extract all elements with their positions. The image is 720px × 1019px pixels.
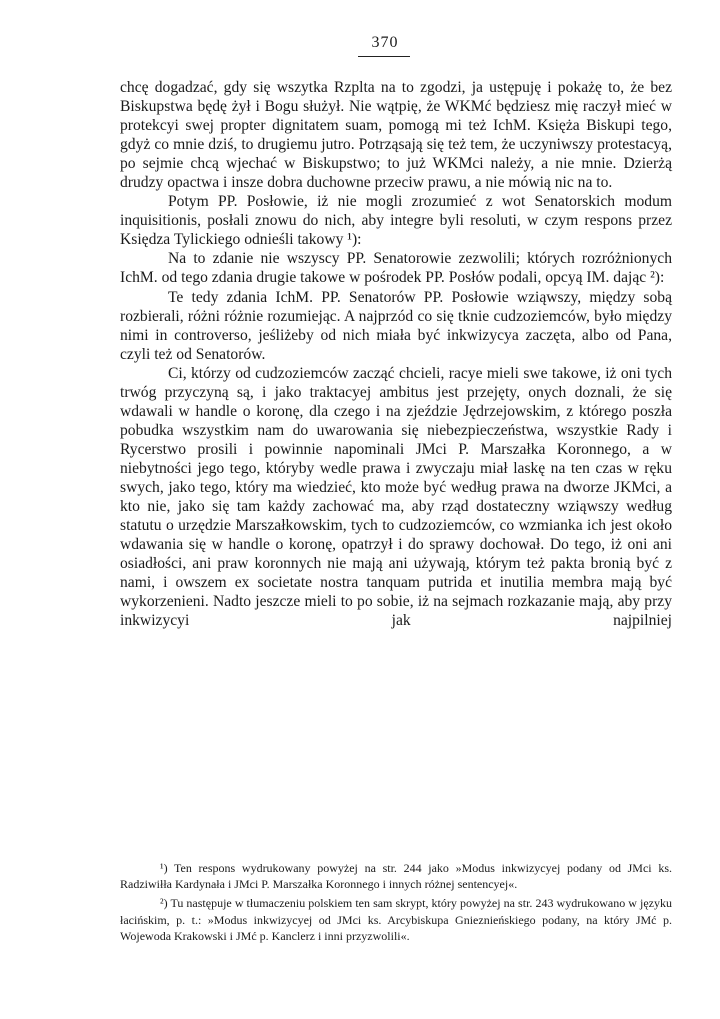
footnote-1: ¹) Ten respons wydrukowany powyżej na str. 244 jako »Modus inkwizycyej podany od JMci ks. Radziwiłła Kardynała i JMci P. Marszałka Koronnego i innych różnej sentencyej«. — [120, 861, 672, 892]
paragraph-1: chcę dogadzać, gdy się wszytka Rzplta na to zgodzi, ja ustępuję i pokażę to, że bez Biskupstwa będę żył i Bogu służył. Nie wątpię, że WKMć będziesz mię raczył mieć w protekcyi swej propter dignitatem suam, pomogą mi też IchM. Księża Biskupi tego, gdyż co mnie dziś, to drugiemu jutro. Potrząsają się też tem, że uczyniwszy protestacyą, po sejmie chcą wjechać w Biskupstwo; to już WKMci należy, a nie mnie. Dzierżą drudzy opactwa i insze dobra duchowne przeciw prawu, a nie mówią nic na to. — [120, 79, 672, 192]
page-number: 370 — [371, 34, 399, 51]
paragraph-5: Ci, którzy od cudzoziemców zacząć chcieli, racye mieli swe takowe, iż oni tych trwóg przyczyną są, i jako traktacyej ambitus jest przejęty, onych doznali, że się wdawali w handle o koronę, dla czego i na zjeździe Jędrzejowskim, z którego poszła pobudka wszystkim nam do uwarowania się niebezpieczeństwa, wszystkie Rady i Rycerstwo prosili i powinnie napominali JMci P. Marszałka Koronnego, a w niebytności jego tego, któryby wedle prawa i zwyczaju miał laskę na ten czas w ręku swych, jako tego, który ma wiedzieć, kto może być według prawa na dworze JKMci, a kto nie, jako się tam każdy zachować ma, aby rząd dostateczny wziąwszy według statutu o urzędzie Marszałkowskim, tych to cudzoziemców, co wzmianka ich jest około wdawania się w handle o koronę, opatrzył i do sprawy dochował. Do tego, iż oni ani osiadłości, ani praw koronnych nie mają ani używają, którym też pakta bronią być z nami, i owszem ex societate nostra tanquam putrida et inutilia membra mają być wykorzenieni. Nadto jeszcze mieli to po sobie, iż na sejmach rozkazanie mają, aby przy inkwizycyi jak najpilniej — [120, 364, 672, 630]
footnote-2: ²) Tu następuje w tłumaczeniu polskiem ten sam skrypt, który powyżej na str. 243 wydrukowano w języku łacińskim, p. t.: »Modus inkwizycyej od JMci ks. Arcybiskupa Gnieznieńskiego podany, na który JMć p. Wojewoda Krakowski i JMć p. Kanclerz i inni przyzwolili«. — [120, 896, 672, 943]
paragraph-2: Potym PP. Posłowie, iż nie mogli zrozumieć z wot Senatorskich modum inquisitionis, posłali znowu do nich, aby integre byli resoluti, w czym respons przez Księdza Tylickiego odnieśli takowy ¹): — [120, 193, 672, 249]
paragraph-4: Te tedy zdania IchM. PP. Senatorów PP. Posłowie wziąwszy, między sobą rozbierali, różni różnie rozumiejąc. A najprzód co się tknie cudzoziemców, było między nimi in controverso, jeśliżeby od nich miała być inkwizycya zaczęta, albo od Pana, czyli też od Senatorów. — [120, 288, 672, 363]
main-text — [120, 78, 672, 630]
paragraph-3: Na to zdanie nie wszyscy PP. Senatorowie zezwolili; których rozróżnionych IchM. od tego zdania drugie takowe w pośrodek PP. Posłów podali, opcyą IM. dając ²): — [120, 250, 672, 287]
page-number-rule — [358, 56, 410, 57]
footnotes — [120, 860, 672, 944]
